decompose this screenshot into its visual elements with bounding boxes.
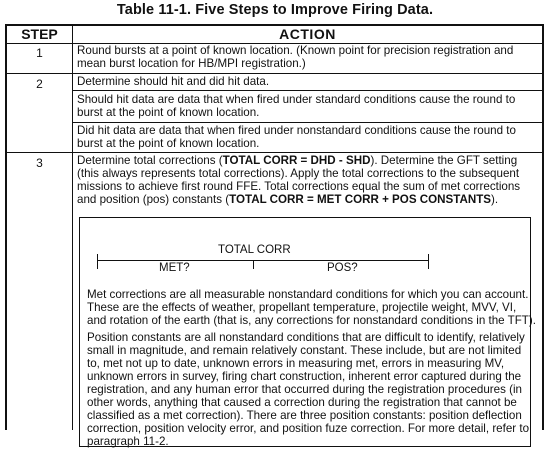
pos-para-line-8: correction, position velocity error, and position fuze correction. For more detail, refer to: [87, 422, 530, 435]
steps-table: [5, 24, 544, 448]
pos-para-line-5: registration, and any human error that occurred during the registration procedures (in: [87, 383, 522, 396]
step-2-main: Determine should hit and did hit data.: [77, 75, 270, 88]
step-1-line-1: Round bursts at a point of known location. (Known point for precision registration and: [77, 44, 514, 57]
table-title: Table 11-1. Five Steps to Improve Firing Data.: [116, 2, 434, 18]
met-para-line-2: These are the effects of weather, propellant temperature, projectile weight, MVV, VI,: [87, 301, 517, 314]
table-header: [7, 26, 542, 44]
pos-para-line-7: classified as a met correction). There are three position constants: position deflection: [87, 409, 522, 422]
met-para-line-1: Met corrections are all measurable nonstandard conditions for which you can account.: [87, 288, 529, 301]
diagram-left-tick: [97, 254, 98, 269]
met-para-line-3: and rotation of the earth (that is, any corrections for nonstandard conditions in the TFT).: [87, 314, 536, 327]
diagram-right-tick: [428, 254, 429, 269]
step-2-did-line-1: Did hit data are data that when fired under nonstandard conditions cause the round to: [77, 124, 516, 137]
row-2-sub-divider-1: [72, 90, 542, 91]
pos-para-line-4: unknown errors in survey, firing chart construction, inherent error captured during the: [87, 370, 522, 383]
step-1-line-2: mean burst location for HB/MPI registration.): [77, 57, 306, 70]
row-divider-2: [7, 152, 542, 153]
step-2-did-line-2: burst at the point of known location.: [77, 137, 260, 150]
pos-para-line-3: to, met not up to date, unknown errors in measuring met, errors in measuring MV,: [87, 357, 505, 370]
step-3-line-4: and position (pos) constants (TOTAL CORR = MET CORR + POS CONSTANTS).: [77, 193, 499, 206]
pos-para-line-2: small in magnitude, and remain relatively constant. These include, but are not limited: [87, 344, 522, 357]
pos-para-line-9: paragraph 11-2.: [87, 435, 169, 448]
diagram-pos-label: POS?: [327, 262, 358, 274]
diagram-total-corr-label: TOTAL CORR: [218, 244, 291, 256]
step-2-should-line-1: Should hit data are data that when fired under standard conditions cause the round to: [77, 93, 516, 106]
step-number-3: 3: [36, 156, 43, 170]
diagram-mid-tick: [253, 260, 254, 269]
row-divider-1: [7, 73, 542, 74]
column-divider: [72, 26, 73, 430]
step-3-line-2: (this always represents total corrections). Apply the total corrections to the subsequent: [77, 167, 520, 180]
step-3-line-1: Determine total corrections (TOTAL CORR = DHD - SHD). Determine the GFT setting: [77, 154, 518, 167]
row-2-sub-divider-2: [72, 122, 542, 123]
diagram-total-line: [97, 260, 429, 261]
step-2-should-line-2: burst at the point of known location.: [77, 106, 260, 119]
diagram-met-label: MET?: [159, 262, 190, 274]
step-3-line-3: missions to achieve first round FFE. Total corrections equal the sum of met corrections: [77, 180, 521, 193]
header-step: STEP: [21, 26, 58, 42]
pos-para-line-1: Position constants are all nonstandard conditions that are difficult to identify, relatively: [87, 331, 525, 344]
step-number-2: 2: [36, 77, 43, 91]
pos-para-line-6: other words, anything that caused a correction during the registration that cannot be: [87, 396, 517, 409]
step-number-1: 1: [36, 46, 43, 60]
header-action: ACTION: [279, 26, 336, 42]
